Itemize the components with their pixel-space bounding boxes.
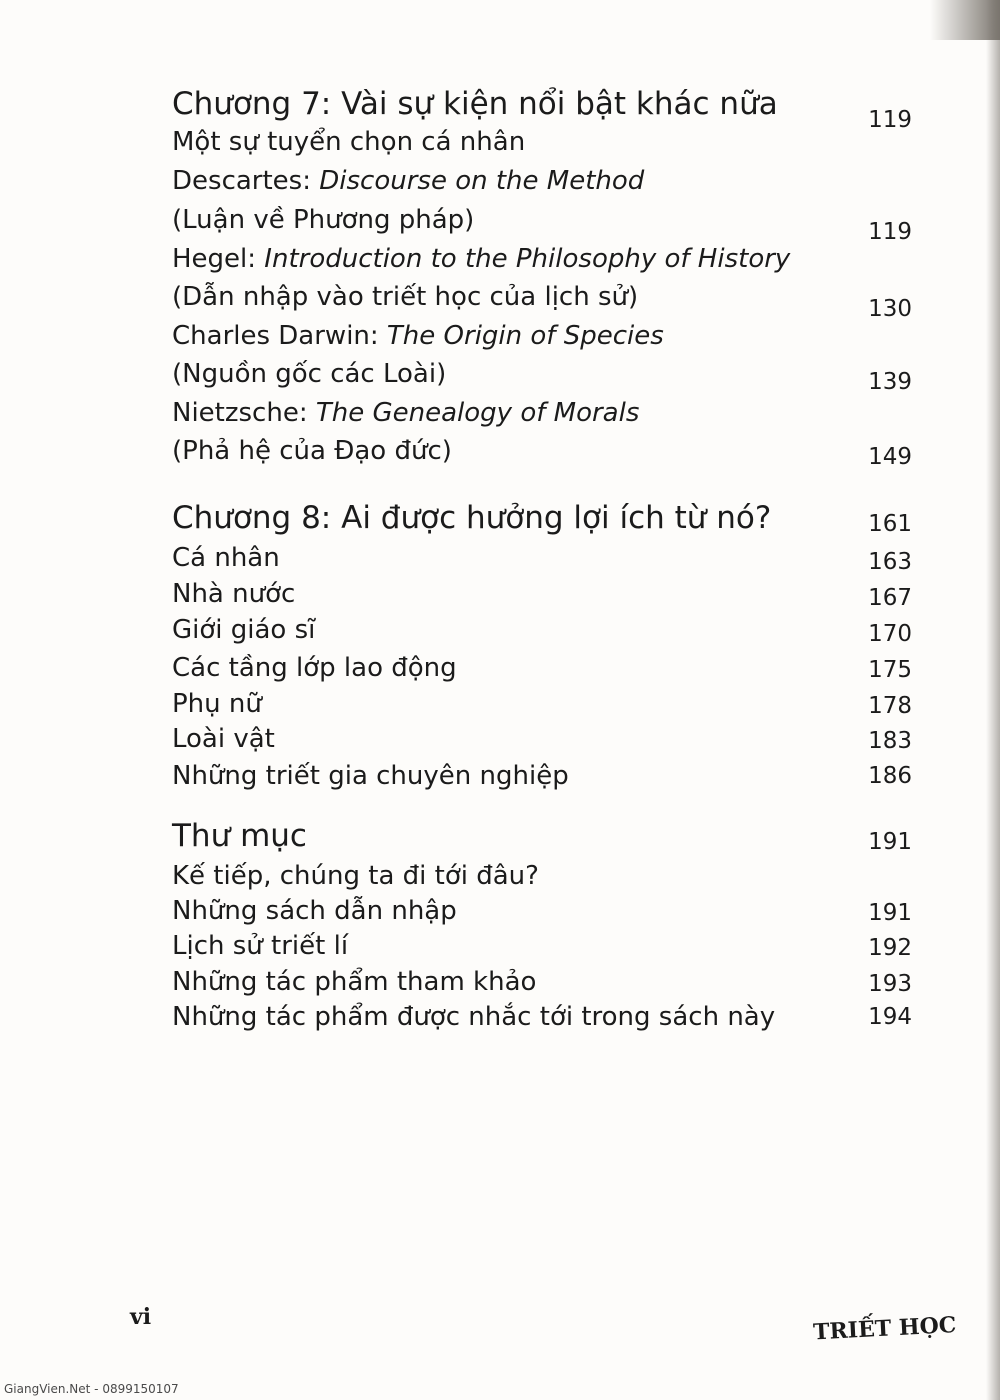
toc-chapter-heading: Chương 7: Vài sự kiện nổi bật khác nữa 119 (172, 86, 912, 133)
toc-entry: (Phả hệ của Đạo đức) 149 (172, 436, 912, 470)
watermark-text: GiangVien.Net - 0899150107 (4, 1382, 179, 1396)
toc-entry: Những tác phẩm được nhắc tới trong sách này 194 (172, 1002, 912, 1032)
page-number: vi (130, 1304, 152, 1330)
toc-entry: Một sự tuyển chọn cá nhân (172, 127, 526, 157)
toc-entry: Lịch sử triết lí 192 (172, 931, 912, 961)
toc-chapter-heading: Thư mục 191 (172, 818, 912, 855)
toc-entry: Giới giáo sĩ 170 (172, 615, 912, 647)
toc-chapter-heading: Chương 8: Ai được hưởng lợi ích từ nó? 161 (172, 500, 912, 537)
toc-work-title: Discourse on the Method (319, 166, 645, 196)
toc-entry: Những triết gia chuyên nghiệp 186 (172, 761, 912, 791)
toc-entry: Descartes: Discourse on the Method (172, 166, 645, 196)
toc-entry: Những sách dẫn nhập 191 (172, 896, 912, 926)
toc-entry: Nhà nước 167 (172, 579, 912, 611)
toc-entry: Các tầng lớp lao động 175 (172, 653, 912, 683)
toc-entry: Kế tiếp, chúng ta đi tới đâu? (172, 861, 539, 891)
toc-entry: (Nguồn gốc các Loài) 139 (172, 359, 912, 395)
running-footer-title: TRIẾT HỌC (812, 1312, 957, 1346)
toc-entry: Phụ nữ 178 (172, 689, 912, 719)
toc-entry: Loài vật 183 (172, 724, 912, 754)
page-edge-shadow (986, 0, 1000, 1400)
toc-entry: Những tác phẩm tham khảo 193 (172, 967, 912, 997)
toc-work-title: The Genealogy of Morals (315, 398, 640, 428)
toc-work-title: Introduction to the Philosophy of History (264, 244, 791, 274)
toc-entry: (Dẫn nhập vào triết học của lịch sử) 130 (172, 282, 912, 322)
toc-entry: Cá nhân 163 (172, 543, 912, 575)
toc-entry: (Luận về Phương pháp) 119 (172, 205, 912, 245)
toc-entry: Nietzsche: The Genealogy of Morals (172, 398, 640, 428)
toc-entry: Charles Darwin: The Origin of Species (172, 321, 664, 351)
toc-work-title: The Origin of Species (386, 321, 664, 351)
toc-entry: Hegel: Introduction to the Philosophy of History (172, 244, 791, 274)
